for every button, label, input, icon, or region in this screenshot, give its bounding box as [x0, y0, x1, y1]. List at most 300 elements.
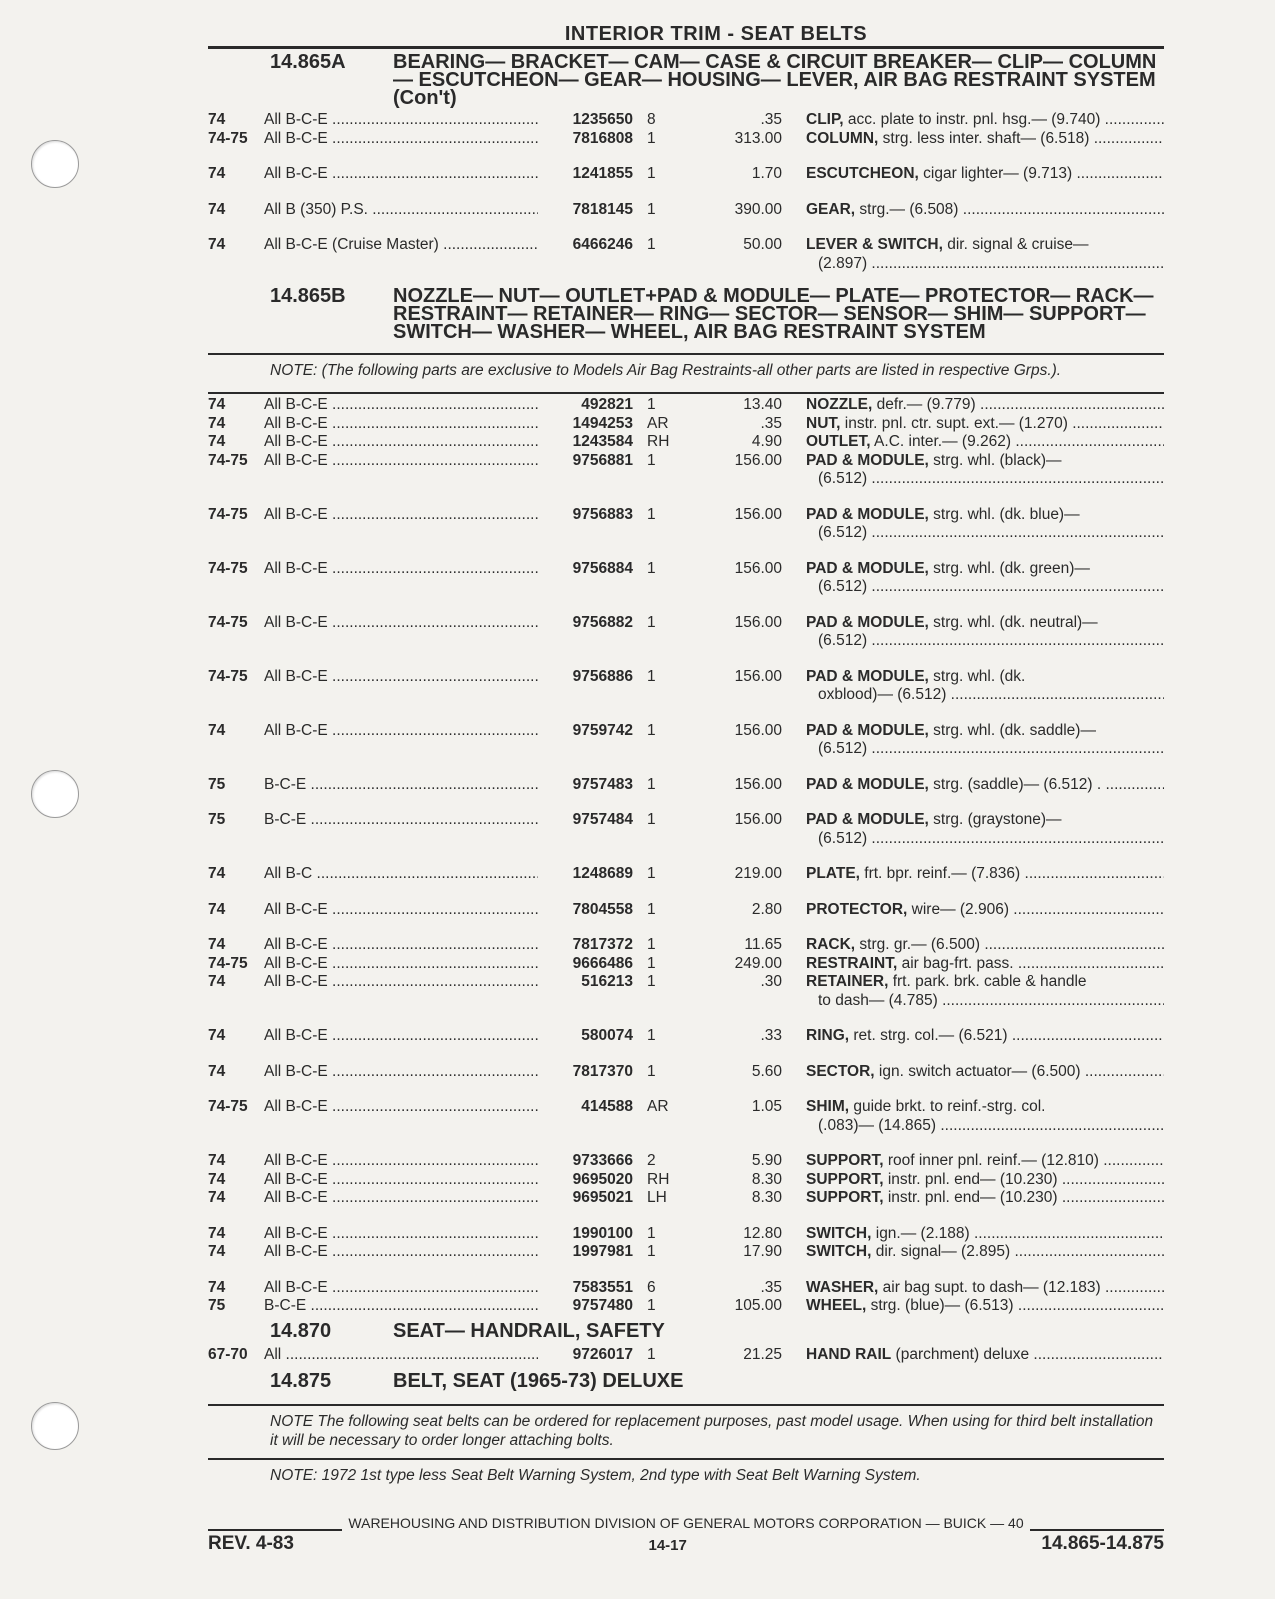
- model-series: All B-C .....: [264, 865, 538, 884]
- part-description: [782, 1189, 1164, 1208]
- part-detail: strg. whl. (dk. neutral)—: [928, 613, 1098, 631]
- section-code: 14.865A: [270, 51, 346, 73]
- model-series: All B (350) P.S. .....: [264, 201, 538, 220]
- model-series: All B-C-E .....: [264, 1189, 538, 1208]
- part-number: 9695020: [572, 1170, 633, 1188]
- price: .35: [760, 111, 782, 128]
- model-year: 74: [208, 1224, 226, 1242]
- model-series: All B-C-E .....: [264, 614, 538, 651]
- price: 13.40: [743, 396, 782, 413]
- description-line: [806, 130, 1164, 147]
- part-detail: strg. whl. (black)—: [928, 451, 1062, 469]
- model-year: 75: [208, 1297, 226, 1314]
- quantity: 1: [647, 954, 656, 972]
- catalog-page: [208, 20, 1164, 1555]
- price: 1.70: [751, 165, 782, 182]
- price: 156.00: [734, 451, 782, 469]
- part-detail-continued: (6.512) .....: [806, 632, 1164, 651]
- description-line: [806, 506, 1080, 523]
- part-row: [208, 1027, 1164, 1046]
- part-number: 516213: [581, 973, 633, 990]
- part-description: [782, 776, 1164, 795]
- part-name: PAD & MODULE,: [806, 559, 929, 577]
- section-heading: BELT, SEAT (1965-73) DELUXE: [393, 1370, 684, 1392]
- part-name: PLATE,: [806, 865, 860, 882]
- quantity: 1: [647, 900, 656, 918]
- part-row: [208, 1063, 1164, 1082]
- section-14-875: [208, 1372, 1164, 1390]
- price: .30: [760, 973, 782, 990]
- part-description: [782, 396, 1164, 415]
- part-detail: dir. signal & cruise—: [942, 236, 1089, 253]
- part-description: [782, 936, 1164, 955]
- part-name: ESCUTCHEON,: [806, 165, 919, 182]
- quantity: 1: [647, 775, 656, 793]
- part-description: [782, 452, 1164, 489]
- part-description: [782, 1171, 1164, 1190]
- price: 1.05: [751, 1098, 782, 1115]
- binder-hole-2: [31, 770, 79, 818]
- part-name: WASHER,: [806, 1278, 879, 1296]
- part-description: [782, 201, 1164, 220]
- part-detail-continued: (6.512) .....: [806, 740, 1164, 759]
- part-number: 9757484: [572, 811, 633, 828]
- part-number: 1235650: [572, 111, 633, 128]
- quantity: RH: [647, 1170, 670, 1188]
- part-row: [208, 111, 1164, 130]
- part-row: [208, 433, 1164, 452]
- description-line: [806, 1279, 1164, 1296]
- part-number: 1494253: [572, 414, 633, 432]
- price: 249.00: [734, 954, 782, 972]
- section-note-1: NOTE The following seat belts can be ordered for replacement purposes, past model usage. When using for third belt installation it will be necessary to order longer attaching bolts.: [270, 1413, 1154, 1449]
- part-detail: strg. gr.— (6.500): [855, 936, 981, 953]
- note-rule-top: [208, 1404, 1164, 1406]
- model-year: 74-75: [208, 559, 248, 577]
- part-row: [208, 506, 1164, 543]
- model-year: 74: [208, 414, 226, 432]
- description-line: [806, 415, 1164, 432]
- part-number: 7817370: [572, 1062, 633, 1080]
- part-description: [782, 1225, 1164, 1244]
- model-series: B-C-E .....: [264, 776, 538, 795]
- section-14-865b: [208, 287, 1164, 341]
- note-rule-bottom: [208, 392, 1164, 394]
- part-detail: guide brkt. to reinf.-strg. col.: [849, 1098, 1046, 1115]
- note-rule-top: [208, 353, 1164, 355]
- price: 390.00: [734, 200, 782, 218]
- part-number: 9756886: [572, 667, 633, 685]
- part-row: [208, 901, 1164, 920]
- part-detail: A.C. inter.— (9.262): [870, 433, 1012, 450]
- footer-division-line: [208, 1515, 1164, 1531]
- quantity: AR: [647, 414, 669, 432]
- part-number: 9666486: [572, 954, 633, 972]
- model-year: 74: [208, 165, 226, 182]
- model-series: All B-C-E .....: [264, 936, 538, 955]
- model-series: All B-C-E .....: [264, 722, 538, 759]
- part-name: SHIM,: [806, 1098, 850, 1115]
- part-description: [782, 1243, 1164, 1262]
- model-series: All B-C-E .....: [264, 1279, 538, 1298]
- part-number: 7804558: [572, 900, 633, 918]
- description-line: [806, 433, 1164, 450]
- model-year: 74-75: [208, 667, 248, 685]
- part-detail: frt. park. brk. cable & handle: [888, 973, 1087, 990]
- parts-list-b: [208, 396, 1164, 1316]
- part-detail: defr.— (9.779): [872, 396, 976, 413]
- model-year: 74: [208, 1189, 226, 1206]
- part-detail: ign.— (2.188): [871, 1224, 970, 1242]
- part-row: [208, 936, 1164, 955]
- section-code: 14.875: [270, 1370, 332, 1392]
- page-title: INTERIOR TRIM - SEAT BELTS: [564, 23, 868, 45]
- model-series: All B-C-E (Cruise Master) .....: [264, 236, 538, 273]
- model-series: All B-C-E .....: [264, 452, 538, 489]
- part-detail-continued: oxblood)— (6.512) .....: [806, 686, 1164, 705]
- part-description: [782, 236, 1164, 273]
- part-description: [782, 415, 1164, 434]
- part-detail: strg. (saddle)— (6.512) .: [928, 775, 1102, 793]
- model-series: B-C-E .....: [264, 1297, 538, 1316]
- model-series: All B-C-E .....: [264, 1063, 538, 1082]
- quantity: 8: [647, 111, 656, 128]
- model-year: 74: [208, 200, 226, 218]
- quantity: 1: [647, 936, 656, 953]
- part-detail-continued: (6.512) .....: [806, 578, 1164, 597]
- part-name: PAD & MODULE,: [806, 613, 929, 631]
- part-number: 9733666: [572, 1152, 633, 1169]
- price: 11.65: [744, 936, 782, 953]
- part-detail: roof inner pnl. reinf.— (12.810): [883, 1152, 1099, 1169]
- model-series: All B-C-E .....: [264, 901, 538, 920]
- binder-hole-1: [31, 140, 79, 188]
- part-name: CLIP,: [806, 111, 844, 128]
- part-detail: dir. signal— (2.895): [871, 1243, 1011, 1260]
- revision-label: REV. 4-83: [208, 1533, 294, 1554]
- description-line: [806, 722, 1096, 739]
- quantity: 1: [647, 811, 656, 828]
- price: 5.60: [751, 1062, 782, 1080]
- part-name: SWITCH,: [806, 1243, 872, 1260]
- part-detail: acc. plate to instr. pnl. hsg.— (9.740): [843, 111, 1101, 128]
- model-series: All B-C-E .....: [264, 415, 538, 434]
- description-line: [806, 1189, 1164, 1206]
- part-detail-continued: (6.512) .....: [806, 524, 1164, 543]
- part-number: 1248689: [572, 865, 633, 882]
- part-number: 9756884: [572, 559, 633, 577]
- model-series: All B-C-E .....: [264, 165, 538, 184]
- part-name: SUPPORT,: [806, 1152, 884, 1169]
- model-series: All B-C-E .....: [264, 1171, 538, 1190]
- part-detail-continued: to dash— (4.785) .....: [806, 992, 1164, 1011]
- price: 156.00: [734, 559, 782, 577]
- price: 8.30: [751, 1189, 782, 1206]
- quantity: 1: [647, 165, 656, 182]
- part-name: PAD & MODULE,: [806, 667, 929, 685]
- model-year: 74-75: [208, 954, 248, 972]
- section-14-865a: [208, 53, 1164, 107]
- part-number: 1241855: [572, 165, 633, 182]
- part-name: GEAR,: [806, 200, 856, 218]
- part-detail: ign. switch actuator— (6.500): [874, 1062, 1081, 1080]
- section-heading: SEAT— HANDRAIL, SAFETY: [393, 1319, 665, 1342]
- section-note-2: NOTE: 1972 1st type less Seat Belt Warning System, 2nd type with Seat Belt Warning System.: [270, 1467, 921, 1484]
- part-detail-continued: (6.512) .....: [806, 830, 1164, 849]
- description-line: [806, 776, 1164, 793]
- quantity: RH: [647, 433, 670, 450]
- section-heading: BEARING— BRACKET— CAM— CASE & CIRCUIT BREAKER— CLIP— COLUMN— ESCUTCHEON— GEAR— HOUSING— LEVER, AIR BAG RESTRAINT SYSTEM (Con't): [393, 51, 1157, 109]
- description-line: [806, 1346, 1164, 1363]
- model-year: 74-75: [208, 505, 248, 523]
- part-number: 414588: [581, 1098, 633, 1115]
- model-series: All B-C-E .....: [264, 1152, 538, 1171]
- part-name: PAD & MODULE,: [806, 775, 929, 793]
- part-description: [782, 1279, 1164, 1298]
- model-year: 74: [208, 865, 226, 882]
- quantity: 6: [647, 1278, 656, 1296]
- part-number: 9757480: [572, 1297, 633, 1314]
- part-number: 9756881: [572, 451, 633, 469]
- description-line: [806, 1063, 1164, 1080]
- note-rule-middle: [208, 1458, 1164, 1460]
- model-series: All B-C-E .....: [264, 1243, 538, 1262]
- description-line: [806, 452, 1062, 469]
- part-name: PAD & MODULE,: [806, 451, 929, 469]
- part-detail: wire— (2.906): [907, 900, 1009, 918]
- page-number: 14-17: [648, 1537, 687, 1554]
- part-name: COLUMN,: [806, 129, 879, 147]
- quantity: 2: [647, 1152, 656, 1169]
- part-name: NOZZLE,: [806, 396, 873, 413]
- part-row: [208, 130, 1164, 149]
- part-description: [782, 1063, 1164, 1082]
- quantity: 1: [647, 667, 656, 685]
- part-detail: instr. pnl. end— (10.230): [883, 1170, 1058, 1188]
- model-series: All B-C-E .....: [264, 955, 538, 974]
- model-series: All B-C-E .....: [264, 1098, 538, 1135]
- price: .35: [760, 1278, 782, 1296]
- model-series: All B-C-E .....: [264, 1225, 538, 1244]
- description-line: [806, 236, 1089, 253]
- quantity: AR: [647, 1098, 669, 1115]
- model-year: 74-75: [208, 129, 248, 147]
- model-year: 74-75: [208, 613, 248, 631]
- part-row: [208, 1279, 1164, 1298]
- quantity: 1: [647, 1297, 656, 1314]
- description-line: [806, 165, 1164, 182]
- description-line: [806, 1098, 1045, 1115]
- part-description: [782, 560, 1164, 597]
- part-number: 1997981: [572, 1243, 633, 1260]
- quantity: 1: [647, 1062, 656, 1080]
- model-series: All B-C-E .....: [264, 668, 538, 705]
- part-number: 492821: [581, 396, 633, 413]
- part-detail: cigar lighter— (9.713): [918, 165, 1073, 182]
- model-year: 74: [208, 236, 226, 253]
- part-description: [782, 433, 1164, 452]
- part-number: 1990100: [572, 1224, 633, 1242]
- price: 156.00: [734, 505, 782, 523]
- part-name: HAND RAIL: [806, 1345, 892, 1363]
- quantity: LH: [647, 1189, 667, 1206]
- part-detail: ret. strg. col.— (6.521): [849, 1027, 1008, 1044]
- part-row: [208, 452, 1164, 489]
- part-row: [208, 955, 1164, 974]
- part-row: [208, 1152, 1164, 1171]
- part-detail: air bag supt. to dash— (12.183): [878, 1278, 1101, 1296]
- part-row: [208, 614, 1164, 651]
- section-range: 14.865-14.875: [1041, 1533, 1164, 1554]
- quantity: 1: [647, 613, 656, 631]
- model-year: 75: [208, 811, 226, 828]
- part-description: [782, 955, 1164, 974]
- part-number: 9695021: [572, 1189, 633, 1206]
- part-row: [208, 722, 1164, 759]
- model-series: All .....: [264, 1346, 538, 1365]
- part-name: LEVER & SWITCH,: [806, 236, 943, 253]
- price: 50.00: [743, 236, 782, 253]
- part-number: 9756882: [572, 613, 633, 631]
- price: 156.00: [734, 811, 782, 828]
- model-year: 74-75: [208, 1098, 248, 1115]
- price: 5.90: [751, 1152, 782, 1169]
- description-line: [806, 111, 1164, 128]
- part-name: SUPPORT,: [806, 1170, 884, 1188]
- price: 12.80: [743, 1224, 782, 1242]
- part-row: [208, 1346, 1164, 1365]
- quantity: 1: [647, 451, 656, 469]
- quantity: 1: [647, 396, 656, 413]
- part-name: SUPPORT,: [806, 1189, 884, 1206]
- price: 219.00: [734, 865, 782, 882]
- quantity: 1: [647, 1243, 656, 1260]
- part-name: RETAINER,: [806, 973, 889, 990]
- price: 8.30: [751, 1170, 782, 1188]
- part-name: PAD & MODULE,: [806, 811, 929, 828]
- model-year: 74: [208, 111, 226, 128]
- quantity: 1: [647, 1345, 656, 1363]
- part-row: [208, 1189, 1164, 1208]
- part-detail: air bag-frt. pass.: [897, 954, 1014, 972]
- quantity: 1: [647, 505, 656, 523]
- description-line: [806, 1225, 1164, 1242]
- part-description: [782, 668, 1164, 705]
- quantity: 1: [647, 721, 656, 739]
- description-line: [806, 560, 1090, 577]
- model-year: 74: [208, 433, 226, 450]
- part-row: [208, 1171, 1164, 1190]
- part-row: [208, 396, 1164, 415]
- part-detail-continued: (2.897) .....: [806, 255, 1164, 274]
- description-line: [806, 668, 1025, 685]
- part-description: [782, 111, 1164, 130]
- model-year: 74: [208, 396, 226, 413]
- price: 105.00: [734, 1297, 782, 1314]
- part-name: PAD & MODULE,: [806, 721, 929, 739]
- model-series: All B-C-E .....: [264, 560, 538, 597]
- part-description: [782, 901, 1164, 920]
- part-row: [208, 1225, 1164, 1244]
- price: 156.00: [734, 667, 782, 685]
- section-code: 14.870: [270, 1319, 332, 1342]
- description-line: [806, 936, 1164, 953]
- part-detail: strg.— (6.508): [855, 200, 959, 218]
- part-number: 580074: [581, 1027, 633, 1044]
- price: 2.80: [751, 900, 782, 918]
- page-footer: [208, 1533, 1164, 1555]
- description-line: [806, 201, 1164, 218]
- footer-division: WAREHOUSING AND DISTRIBUTION DIVISION OF GENERAL MOTORS CORPORATION — BUICK — 40: [348, 1515, 1024, 1531]
- price: 156.00: [734, 775, 782, 793]
- model-series: All B-C-E .....: [264, 130, 538, 149]
- model-year: 74: [208, 973, 226, 990]
- part-description: [782, 614, 1164, 651]
- model-year: 74: [208, 1152, 226, 1169]
- part-row: [208, 668, 1164, 705]
- description-line: [806, 901, 1164, 918]
- description-line: [806, 396, 1164, 413]
- part-number: 9757483: [572, 775, 633, 793]
- model-year: 75: [208, 775, 226, 793]
- model-year: 74: [208, 1243, 226, 1260]
- quantity: 1: [647, 200, 656, 218]
- description-line: [806, 1243, 1164, 1260]
- part-detail: strg. (graystone)—: [928, 811, 1062, 828]
- part-name: NUT,: [806, 414, 841, 432]
- part-description: [782, 811, 1164, 848]
- model-series: All B-C-E .....: [264, 506, 538, 543]
- price: .33: [760, 1027, 782, 1044]
- description-line: [806, 865, 1164, 882]
- price: .35: [760, 414, 782, 432]
- model-year: 74: [208, 900, 226, 918]
- part-description: [782, 1152, 1164, 1171]
- part-name: OUTLET,: [806, 433, 871, 450]
- part-row: [208, 415, 1164, 434]
- section-14-870: [208, 1319, 1164, 1342]
- description-line: [806, 614, 1098, 631]
- title-rule: [208, 46, 1164, 49]
- part-number: 7818145: [572, 200, 633, 218]
- quantity: 1: [647, 559, 656, 577]
- part-row: [208, 165, 1164, 184]
- part-detail: strg. whl. (dk. blue)—: [928, 505, 1080, 523]
- part-detail: (parchment) deluxe: [891, 1345, 1030, 1363]
- model-year: 74: [208, 1027, 226, 1044]
- part-description: [782, 165, 1164, 184]
- quantity: 1: [647, 129, 656, 147]
- part-number: 9726017: [572, 1345, 633, 1363]
- price: 21.25: [743, 1345, 782, 1363]
- quantity: 1: [647, 1027, 656, 1044]
- description-line: [806, 1171, 1164, 1188]
- part-description: [782, 506, 1164, 543]
- price: 156.00: [734, 721, 782, 739]
- part-detail: instr. pnl. ctr. supt. ext.— (1.270): [840, 414, 1068, 432]
- part-description: [782, 130, 1164, 149]
- parts-list-a: [208, 111, 1164, 273]
- part-row: [208, 560, 1164, 597]
- part-description: [782, 865, 1164, 884]
- quantity: 1: [647, 236, 656, 253]
- model-year: 74: [208, 936, 226, 953]
- price: 156.00: [734, 613, 782, 631]
- quantity: 1: [647, 1224, 656, 1242]
- model-year: 74: [208, 1278, 226, 1296]
- part-row: [208, 865, 1164, 884]
- quantity: 1: [647, 865, 656, 882]
